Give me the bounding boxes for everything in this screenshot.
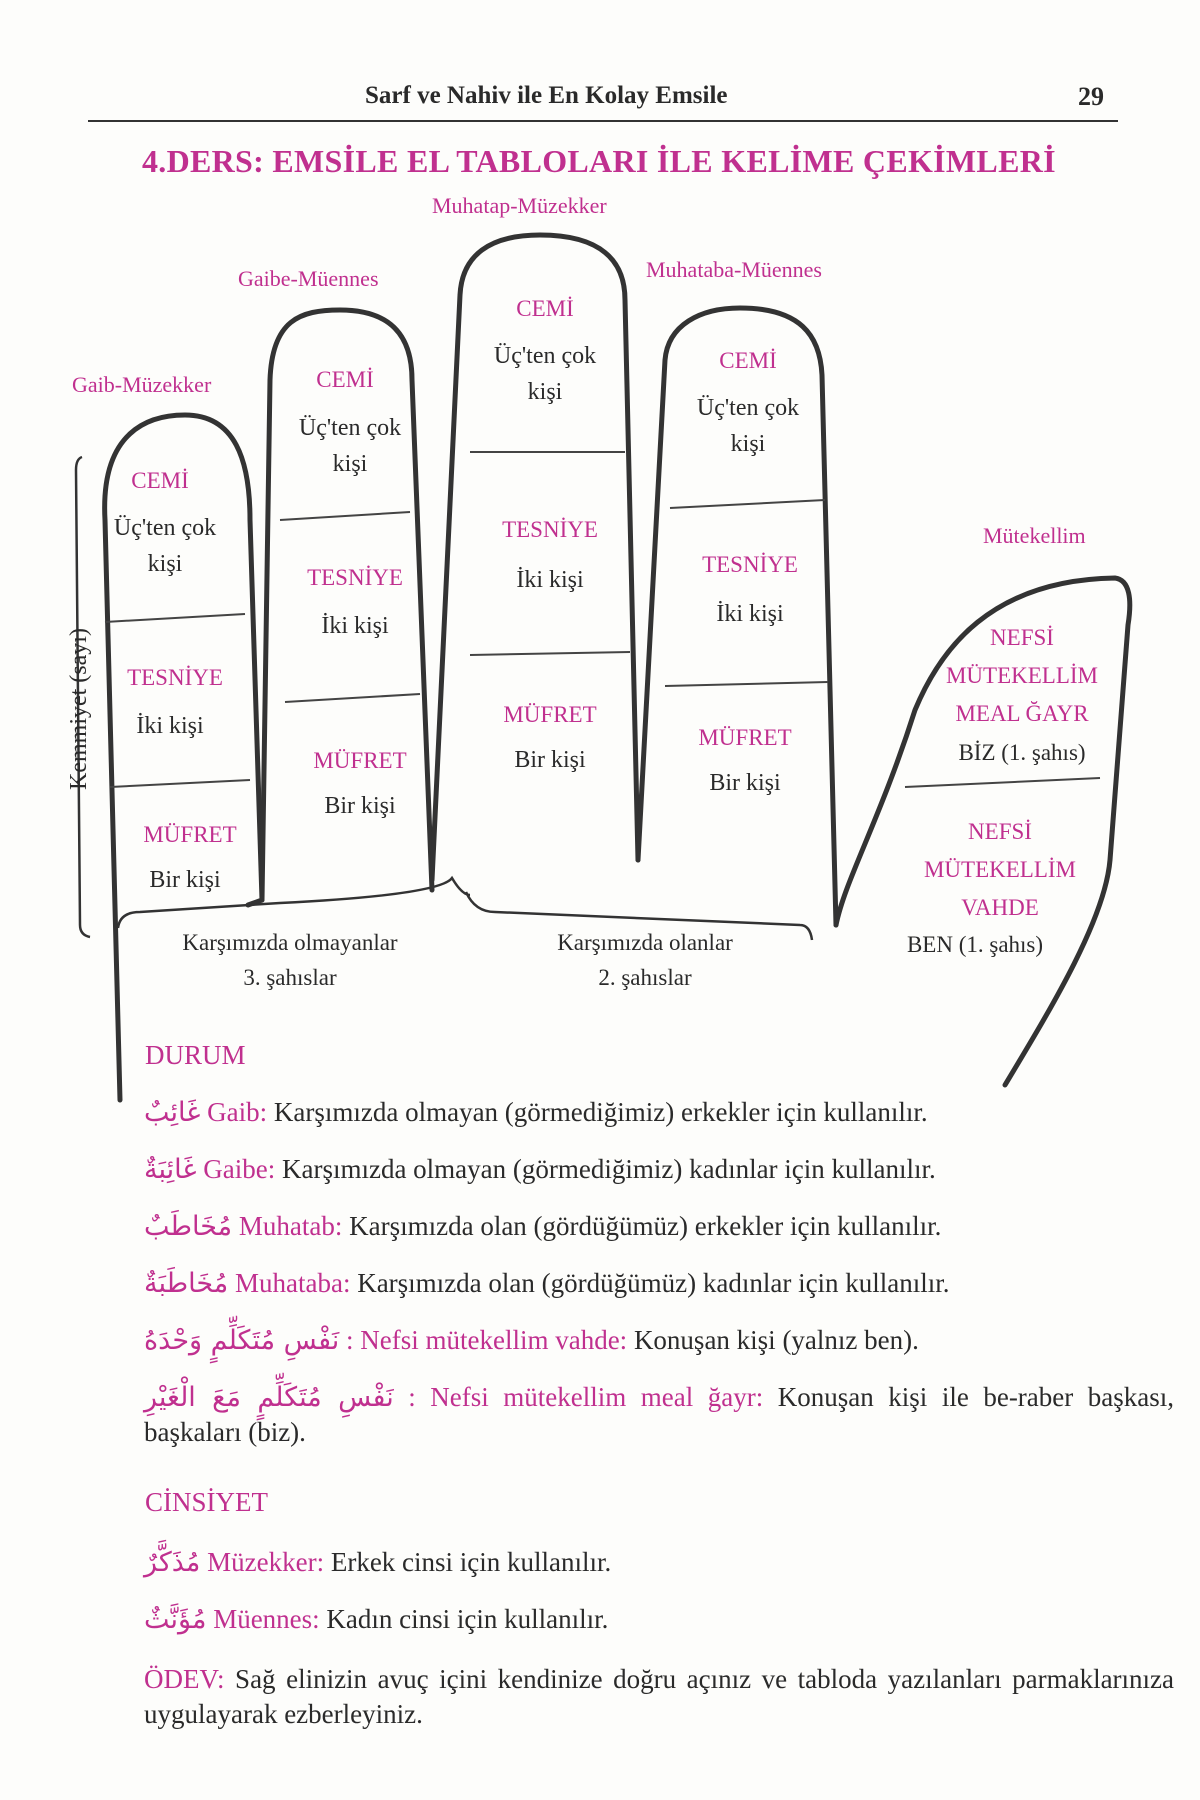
- cinsiyet-item-muzekker: [92, 1545, 1174, 1580]
- desc-muhataba: Karşımızda olan (gördüğümüz) kadınlar için kullanılır.: [357, 1268, 950, 1298]
- term-gaibe: Gaibe:: [203, 1154, 276, 1184]
- finger-2-cemi-sub: Üç'ten çok kişi: [298, 415, 402, 477]
- odev-term: ÖDEV:: [144, 1664, 225, 1694]
- durum-item-gaib: [92, 1095, 1174, 1130]
- finger-2-mufret-sub: Bir kişi: [324, 793, 396, 819]
- bracket-right-line2: 2. şahıslar: [598, 965, 692, 990]
- finger-3-mufret-sub: Bir kişi: [514, 747, 586, 773]
- arabic-gaibe: غَائِبَةٌ: [144, 1154, 197, 1185]
- finger-2-cemi: CEMİ: [316, 367, 374, 392]
- running-header-title: Sarf ve Nahiv ile En Kolay Emsile: [365, 82, 728, 109]
- finger-4-mufret-sub: Bir kişi: [709, 770, 781, 796]
- desc-muhatab: Karşımızda olan (gördüğümüz) erkekler için kullanılır.: [349, 1211, 942, 1241]
- cinsiyet-item-muennes: [92, 1602, 1174, 1637]
- desc-vahde: Konuşan kişi (yalnız ben).: [633, 1325, 919, 1355]
- thumb-vahde-line1: NEFSİ: [968, 819, 1032, 844]
- finger-3-label: Muhatap-Müzekker: [432, 193, 607, 218]
- cinsiyet-heading: CİNSİYET: [145, 1487, 268, 1517]
- term-meal-gayr: : Nefsi mütekellim meal ğayr:: [408, 1382, 764, 1412]
- finger-2-mufret: MÜFRET: [313, 748, 407, 773]
- finger-4-divider-top: [670, 500, 825, 508]
- finger-1-mufret: MÜFRET: [143, 822, 237, 847]
- odev-paragraph: [92, 1662, 1174, 1732]
- term-muennes: Müennes:: [213, 1604, 320, 1634]
- thumb-meal-gayr-line2: MÜTEKELLİM: [945, 663, 1099, 688]
- finger-1-cemi: CEMİ: [131, 468, 189, 493]
- thumb-vahde-line3: VAHDE: [961, 895, 1039, 920]
- arabic-muhataba: مُخَاطَبَةٌ: [144, 1268, 229, 1299]
- durum-item-muhatab: [92, 1209, 1174, 1244]
- finger-3-outline: [432, 235, 638, 880]
- finger-1-tesniye: TESNİYE: [127, 665, 223, 690]
- arabic-gaib: غَائِبٌ: [144, 1097, 201, 1128]
- term-gaib: Gaib:: [207, 1097, 268, 1127]
- finger-3-cemi-sub: Üç'ten çok kişi: [493, 343, 597, 405]
- finger-2-label: Gaibe-Müennes: [238, 266, 379, 291]
- finger-1-divider-top: [105, 614, 245, 622]
- thumb-label: Mütekellim: [983, 523, 1086, 548]
- term-vahde: : Nefsi mütekellim vahde:: [346, 1325, 628, 1355]
- arabic-vahde: نَفْسِ مُتَكَلِّمٍ وَحْدَهُ: [144, 1325, 340, 1356]
- finger-3-cemi: CEMİ: [516, 296, 574, 321]
- term-muzekker: Müzekker:: [207, 1547, 325, 1577]
- desc-gaibe: Karşımızda olmayan (görmediğimiz) kadınlar için kullanılır.: [281, 1154, 936, 1184]
- finger-2-tesniye: TESNİYE: [307, 565, 403, 590]
- thumb-vahde-line2: MÜTEKELLİM: [923, 857, 1077, 882]
- odev-text: Sağ elinizin avuç içini kendinize doğru açınız ve tabloda yazılanları parmaklarınıza uygulayarak ezberleyiniz.: [144, 1664, 1175, 1730]
- finger-2-divider-top: [280, 512, 410, 520]
- finger-1-divider-bottom: [110, 780, 250, 787]
- desc-muzekker: Erkek cinsi için kullanılır.: [330, 1547, 612, 1577]
- durum-item-vahde: [92, 1323, 1174, 1358]
- lesson-title: 4.DERS: EMSİLE EL TABLOLARI İLE KELİME ÇEKİMLERİ: [142, 143, 1056, 179]
- thumb-biz: BİZ (1. şahıs): [958, 740, 1086, 765]
- bracket-right-line1: Karşımızda olanlar: [557, 930, 733, 955]
- thumb-ben: BEN (1. şahıs): [906, 932, 1044, 957]
- finger-3-tesniye-sub: İki kişi: [516, 567, 584, 593]
- bracket-left-line1: Karşımızda olmayanlar: [182, 930, 398, 955]
- finger-4-divider-bottom: [665, 682, 828, 686]
- term-muhatab: Muhatab:: [238, 1211, 343, 1241]
- thumb-meal-gayr-line1: NEFSİ: [990, 625, 1054, 650]
- finger-4-tesniye-sub: İki kişi: [716, 601, 784, 627]
- finger-4-tesniye: TESNİYE: [702, 552, 798, 577]
- page-number: 29: [1078, 82, 1104, 111]
- finger-4-mufret: MÜFRET: [698, 725, 792, 750]
- durum-item-gaibe: [92, 1152, 1174, 1187]
- finger-1-label: Gaib-Müzekker: [72, 372, 212, 397]
- desc-muennes: Kadın cinsi için kullanılır.: [326, 1604, 609, 1634]
- axis-label-kemmiyet: Kemmiyet (sayı): [66, 628, 92, 790]
- desc-gaib: Karşımızda olmayan (görmediğimiz) erkekler için kullanılır.: [273, 1097, 928, 1127]
- finger-3-tesniye: TESNİYE: [502, 517, 598, 542]
- durum-item-meal-gayr: [92, 1380, 1174, 1450]
- arabic-muzekker: مُذَكَّرٌ: [144, 1547, 201, 1578]
- desc-meal-gayr: Konuşan kişi ile be-raber başkası, başkaları (biz).: [144, 1382, 1175, 1448]
- finger-1-cemi-sub: Üç'ten çok kişi: [113, 515, 217, 577]
- finger-3-mufret: MÜFRET: [503, 702, 597, 727]
- arabic-muennes: مُؤَنَّثٌ: [144, 1604, 207, 1635]
- finger-4-cemi-sub: Üç'ten çok kişi: [696, 395, 800, 457]
- finger-4-cemi: CEMİ: [719, 348, 777, 373]
- bracket-left-line2: 3. şahıslar: [243, 965, 337, 990]
- finger-3-divider-bottom: [470, 652, 630, 655]
- finger-1-tesniye-sub: İki kişi: [136, 713, 204, 739]
- durum-item-muhataba: [92, 1266, 1174, 1301]
- arabic-meal-gayr: نَفْسِ مُتَكَلِّمٍ مَعَ الْغَيْرِ: [144, 1382, 394, 1413]
- finger-2-tesniye-sub: İki kişi: [321, 613, 389, 639]
- arabic-muhatab: مُخَاطَبٌ: [144, 1211, 233, 1242]
- durum-heading: DURUM: [145, 1040, 246, 1070]
- thumb-meal-gayr-line3: MEAL ĞAYR: [955, 701, 1089, 726]
- term-muhataba: Muhataba:: [234, 1268, 351, 1298]
- finger-2-divider-bottom: [285, 694, 420, 702]
- finger-1-mufret-sub: Bir kişi: [149, 867, 221, 893]
- finger-4-label: Muhataba-Müennes: [646, 257, 822, 282]
- thumb-divider: [905, 778, 1100, 787]
